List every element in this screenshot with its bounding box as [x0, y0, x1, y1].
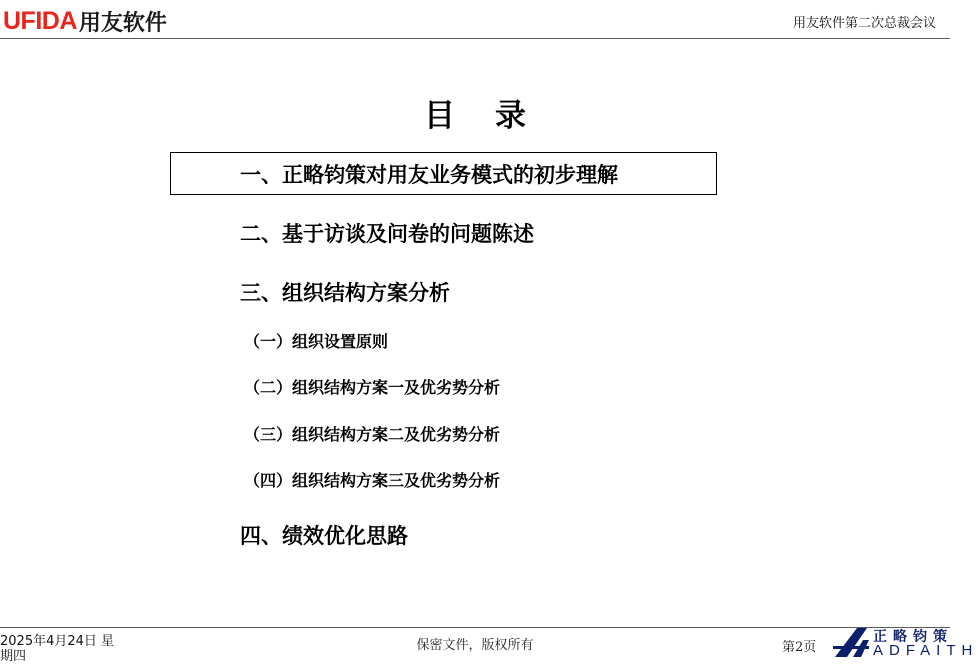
- toc-subitem-3-4[interactable]: （四）组织结构方案三及优劣势分析: [244, 471, 501, 490]
- firm-latin-text: ADFAITH: [873, 642, 978, 659]
- footer-divider: [0, 627, 950, 628]
- toc-subitem-3-1[interactable]: （一）组织设置原则: [244, 332, 389, 351]
- toc-item-4[interactable]: 四、绩效优化思路: [240, 523, 408, 548]
- header-divider: [0, 38, 950, 39]
- footer-date: 2025年4月24日 星期四: [0, 634, 115, 664]
- header-title: 用友软件第二次总裁会议: [792, 16, 936, 31]
- toc-subitem-3-2[interactable]: （二）组织结构方案一及优劣势分析: [244, 378, 501, 397]
- ufida-logo: [3, 6, 167, 36]
- toc-item-1[interactable]: 一、正略钧策对用友业务模式的初步理解: [240, 162, 618, 187]
- toc-title: 目录: [424, 98, 566, 134]
- logo-latin-text: UFIDA: [3, 6, 77, 35]
- logo-cjk-text: 用友软件: [78, 10, 167, 36]
- confidential-note: 保密文件，版权所有: [416, 638, 534, 653]
- toc-item-3[interactable]: 三、组织结构方案分析: [240, 280, 450, 305]
- adfaith-logo: [833, 626, 978, 659]
- toc-item-2[interactable]: 二、基于访谈及问卷的问题陈述: [240, 221, 534, 246]
- toc-subitem-3-3[interactable]: （三）组织结构方案二及优劣势分析: [244, 425, 501, 444]
- firm-cjk-text: 正略钧策: [873, 629, 953, 645]
- page-number: 第2页: [782, 640, 817, 655]
- adfaith-mark-icon: [833, 626, 871, 658]
